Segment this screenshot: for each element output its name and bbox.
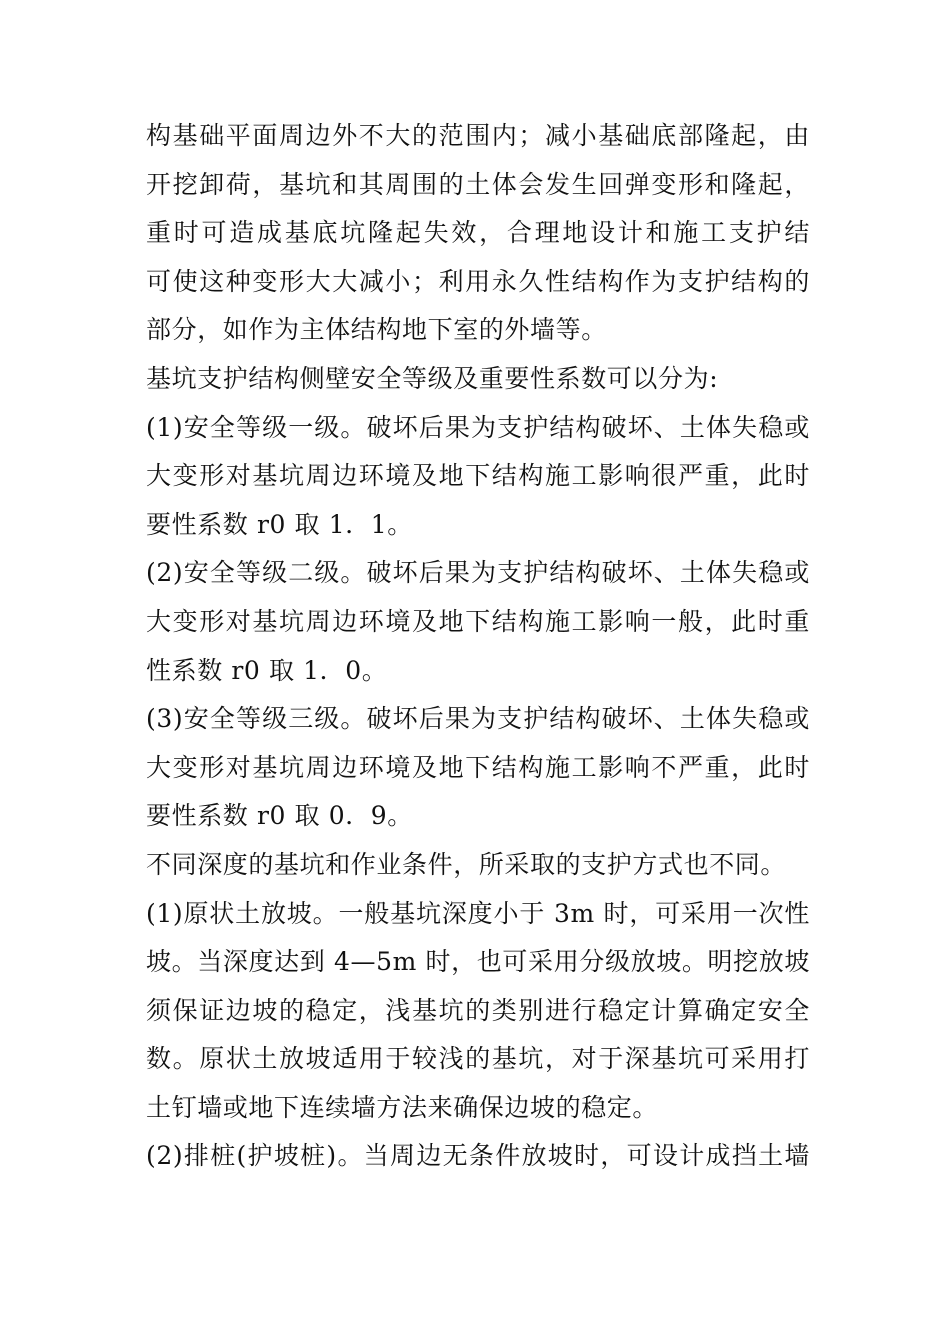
text-line: (1)原状土放坡。一般基坑深度小于 3m 时，可采用一次性	[146, 898, 810, 928]
text-line: (2)安全等级二级。破坏后果为支护结构破坏、土体失稳或	[146, 558, 810, 588]
text-line: 要性系数 r0 取 1．1。	[146, 509, 413, 539]
text-line: 土钉墙或地下连续墙方法来确保边坡的稳定。	[146, 1092, 659, 1122]
text-line: 构基础平面周边外不大的范围内；减小基础底部隆起，由	[146, 121, 810, 150]
text-line: (2)排桩(护坡桩)。当周边无条件放坡时，可设计成挡土墙	[146, 1141, 810, 1171]
text-line: 基坑支护结构侧壁安全等级及重要性系数可以分为:	[146, 363, 719, 393]
text-line: 数。原状土放坡适用于较浅的基坑，对于深基坑可采用打	[146, 1044, 810, 1074]
text-line: 须保证边坡的稳定，浅基坑的类别进行稳定计算确定安全	[146, 995, 810, 1025]
text-line: 重时可造成基底坑隆起失效，合理地设计和施工支护结	[146, 218, 810, 248]
text-line: 可使这种变形大大减小；利用永久性结构作为支护结构的	[146, 266, 810, 296]
text-line: 要性系数 r0 取 0．9。	[146, 801, 413, 831]
text-line: 大变形对基坑周边环境及地下结构施工影响不严重，此时	[146, 752, 810, 782]
text-line: (1)安全等级一级。破坏后果为支护结构破坏、土体失稳或	[146, 412, 810, 442]
text-line: 大变形对基坑周边环境及地下结构施工影响很严重，此时	[146, 461, 810, 491]
text-line: 坡。当深度达到 4—5m 时，也可采用分级放坡。明挖放坡	[146, 947, 810, 977]
document-body	[146, 112, 810, 1181]
text-line: 开挖卸荷，基坑和其周围的土体会发生回弹变形和隆起，	[146, 169, 810, 199]
text-line: 性系数 r0 取 1．0。	[146, 655, 388, 685]
text-line: 不同深度的基坑和作业条件，所采取的支护方式也不同。	[146, 849, 787, 879]
text-line: 大变形对基坑周边环境及地下结构施工影响一般，此时重	[146, 606, 810, 636]
text-line: 部分，如作为主体结构地下室的外墙等。	[146, 315, 607, 345]
text-line: (3)安全等级三级。破坏后果为支护结构破坏、土体失稳或	[146, 704, 810, 734]
